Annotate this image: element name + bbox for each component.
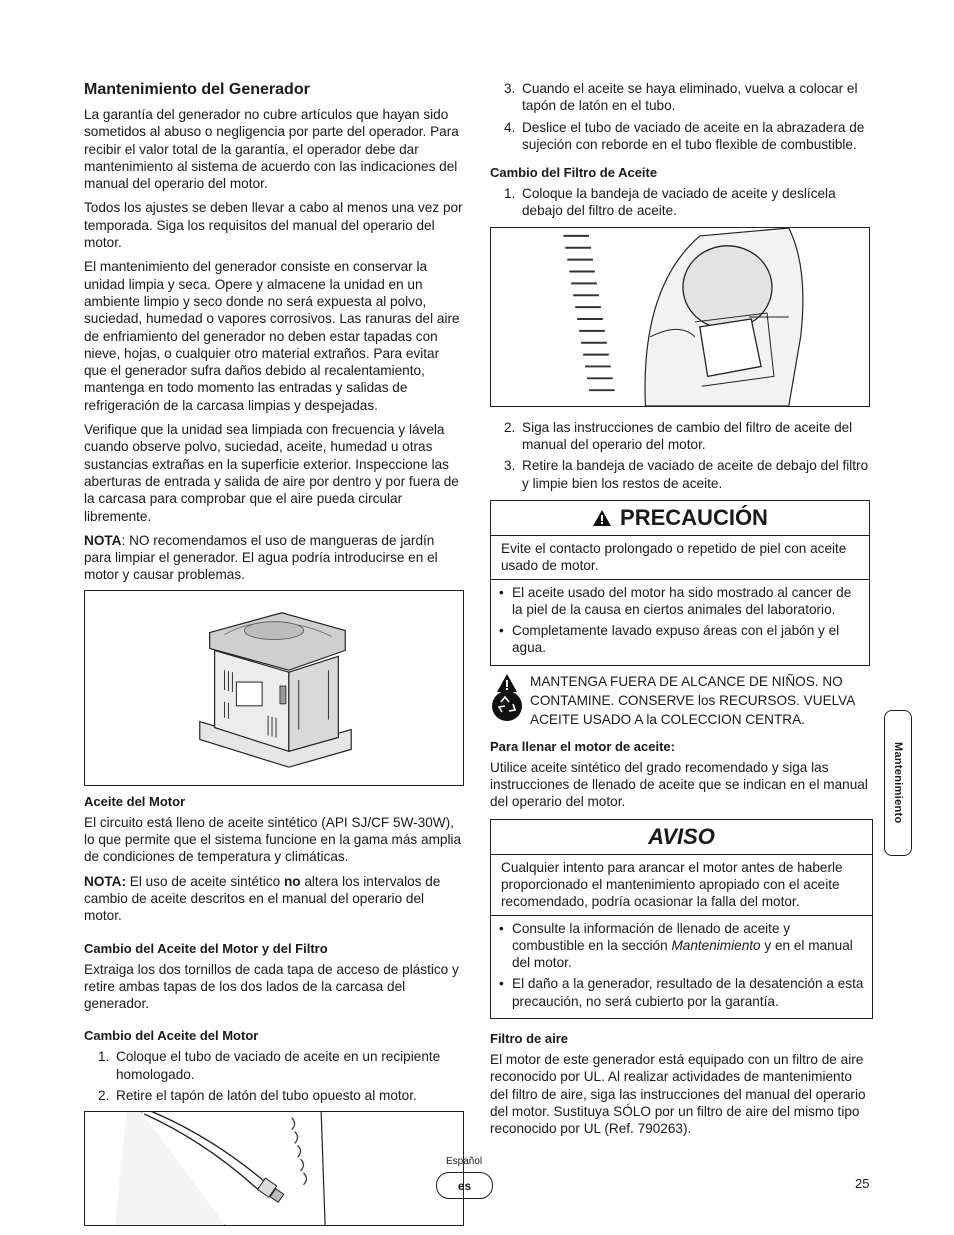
filter-step-1 xyxy=(490,185,873,220)
step-text: Cuando el aceite se haya eliminado, vuelva a colocar el tapón de latón en el tubo. xyxy=(522,81,858,114)
list-item: • Completamente lavado expuso áreas con el jabón y el agua. xyxy=(499,623,840,656)
drain-tube-drawing xyxy=(85,1112,463,1225)
notice-body: Cualquier intento para arancar el motor antes de haberle proporcionado el mantenimiento apropiado con el aceite recomendado, podría ocasionar la falla del motor. xyxy=(491,855,872,916)
note-label: NOTA xyxy=(84,532,122,548)
step-number: 4. xyxy=(504,119,516,135)
oil-change-steps xyxy=(84,1048,464,1104)
generator-illustration xyxy=(84,590,464,786)
note-text: : NO recomendamos el uso de mangueras de jardín para limpiar el generador. El agua podría introducirse en el motor y causar problemas. xyxy=(84,532,438,583)
section-tab-label: Mantenimiento xyxy=(892,742,904,824)
list-item xyxy=(490,80,873,115)
caution-body: Evite el contacto prolongado o repetido de piel con aceite usado de motor. xyxy=(491,536,869,580)
caution-title: PRECAUCIÓN xyxy=(620,504,768,530)
bullet-text: El daño a la generador, resultado de la desatención a esta precaución, no será cubierto por la garantía. xyxy=(512,976,864,1009)
step-number: 1. xyxy=(98,1049,110,1065)
oil-change-heading: Cambio del Aceite del Motor xyxy=(84,1028,259,1044)
warning-triangle-icon xyxy=(592,509,612,527)
filter-steps xyxy=(490,419,873,492)
oil-change-steps-continued xyxy=(490,80,873,153)
oil-filter-drawing xyxy=(491,228,869,406)
list-item xyxy=(84,1048,464,1083)
adjustments-paragraph: Todos los ajustes se deben llevar a cabo al menos una vez por temporada. Siga los requisitos del manual del operario del motor. xyxy=(84,200,463,251)
recycle-line: CONTAMINE. CONSERVE los RECURSOS. VUELVA xyxy=(530,692,856,708)
step-text: Retire la bandeja de vaciado de aceite de debajo del filtro y limpie bien los restos de aceite. xyxy=(522,458,869,491)
footer-language: Español xyxy=(446,1156,483,1167)
list-item xyxy=(490,457,873,492)
list-item xyxy=(490,419,873,454)
step-number: 3. xyxy=(504,81,516,96)
fill-oil-heading: Para llenar el motor de aceite: xyxy=(490,738,675,754)
bullet-text: Consulte la información de llenado de aceite y combustible en la sección xyxy=(512,920,791,953)
synthetic-note xyxy=(84,873,464,925)
list-item: • Consulte la información de llenado de aceite y combustible en la sección Mantenimiento y en el manual del motor. xyxy=(499,920,853,971)
recycle-line: MANTENGA FUERA DE ALCANCE DE NIÑOS. NO xyxy=(530,673,843,689)
recycle-notice xyxy=(490,672,873,729)
warranty-paragraph: La garantía del generador no cubre artículos que hayan sido sometidos al abuso o negligencia por parte del operador. Para recibir el valor total de la garantía, el operador debe dar mantenimiento al sistema de acuerdo con las indicaciones del manual del operario del motor. xyxy=(84,107,459,192)
maintenance-paragraph: El mantenimiento del generador consiste en conservar la unidad limpia y seca. Opere y almacene la unidad en un ambiente limpio y seco donde no será expuesta al polvo, suciedad, humedad o vapores corrosivos. Las ranuras del aire de enfriamiento del generador no deben estar tapadas con nieve, hojas, o cualquier otro material extraños. Para evitar que el generador sufra daños debido al recalentamiento, mantenga en todo momento las entradas y salidas de refrigeración de la carcasa limpias y despejadas. xyxy=(84,259,460,413)
list-item: • El daño a la generador, resultado de la desatención a esta precaución, no será cubierto por la garantía. xyxy=(499,976,864,1009)
step-text: Retire el tapón de latón del tubo opuesto al motor. xyxy=(116,1087,417,1103)
drain-tube-illustration xyxy=(84,1111,464,1226)
notice-box xyxy=(490,819,873,1019)
oil-heading: Aceite del Motor xyxy=(84,793,186,809)
recycle-line: ACEITE USADO A la COLECCION CENTRA. xyxy=(530,711,805,727)
air-filter-heading: Filtro de aire xyxy=(490,1031,569,1047)
notice-title: AVISO xyxy=(491,820,872,855)
recycle-icon xyxy=(490,672,524,729)
note2-pre: El uso de aceite sintético xyxy=(126,873,284,889)
caution-header xyxy=(491,501,869,536)
access-covers-paragraph: Extraiga los dos tornillos de cada tapa de acceso de plástico y retire ambas tapas de los dos lados de la carcasa del generador. xyxy=(84,961,459,1012)
note2-post: altera los intervalos de cambio de aceite descritos en el manual del operario del motor. xyxy=(84,873,441,924)
step-text: Siga las instrucciones de cambio del filtro de aceite del manual del operario del motor. xyxy=(522,419,853,453)
note-hose-paragraph xyxy=(84,532,464,584)
left-column xyxy=(84,80,464,1226)
note2-label: NOTA: xyxy=(84,873,127,889)
recycle-text xyxy=(530,672,855,729)
generator-drawing xyxy=(85,591,463,785)
bullet-italic: Mantenimiento xyxy=(671,937,761,953)
right-column xyxy=(490,80,873,1145)
caution-box xyxy=(490,500,870,666)
step-text: Coloque el tubo de vaciado de aceite en un recipiente homologado. xyxy=(116,1049,441,1082)
bullet-text: Completamente lavado expuso áreas con el jabón y el agua. xyxy=(512,623,840,656)
step-number: 3. xyxy=(504,458,516,474)
bullet-text: y en el manual del motor. xyxy=(512,937,853,971)
step-number: 2. xyxy=(98,1087,110,1103)
language-code-badge: es xyxy=(436,1172,493,1199)
cleaning-paragraph: Verifique que la unidad sea limpiada con frecuencia y lávela cuando observe polvo, suciedad, aceite, humedad u otras sustancias extrañas en la superficie exterior. Inspeccione las aberturas de entrada y salida de aire por dentro y por fuera de la carcasa para comprobar que el aire pueda circular libremente. xyxy=(84,422,459,524)
step-text: Coloque la bandeja de vaciado de aceite y deslícela debajo del filtro de aceite. xyxy=(522,186,836,219)
oil-filter-illustration xyxy=(490,227,870,407)
step-text: Deslice el tubo de vaciado de aceite en la abrazadera de sujeción con reborde en el tubo flexible de combustible. xyxy=(522,119,865,152)
oil-filter-heading: Cambio del Filtro de Aceite xyxy=(490,165,658,181)
step-number: 2. xyxy=(504,419,516,435)
list-item: • El aceite usado del motor ha sido mostrado al cancer de la piel de la causa en ciertos animales del laboratorio. xyxy=(499,584,852,617)
air-filter-paragraph: El motor de este generador está equipado con un filtro de aire reconocido por UL. Al realizar actividades de mantenimiento del filtro de aire, siga las instrucciones del manual del operario del motor. Sustituya SÓLO por un filtro de aire del mismo tipo reconocido por UL (Ref. 790263). xyxy=(490,1052,866,1137)
oil-paragraph: El circuito está lleno de aceite sintético (API SJ/CF 5W-30W), lo que permite que el sistema funcione en la gama más amplia de condiciones de temperatura y climáticas. xyxy=(84,814,462,865)
page-number: 25 xyxy=(855,1176,870,1191)
oil-filter-change-heading: Cambio del Aceite del Motor y del Filtro xyxy=(84,940,328,956)
step-number: 1. xyxy=(504,186,516,202)
caution-bullets xyxy=(491,580,869,665)
bullet-text: El aceite usado del motor ha sido mostrado al cancer de la piel de la causa en ciertos animales del laboratorio. xyxy=(512,584,852,617)
list-item xyxy=(490,119,873,154)
section-title: Mantenimiento del Generador xyxy=(84,81,310,98)
note2-bold: no xyxy=(283,873,301,889)
fill-oil-paragraph: Utilice aceite sintético del grado recomendado y siga las instrucciones de llenado de aceite que se indican en el manual del operario del motor. xyxy=(490,759,868,810)
list-item xyxy=(84,1087,464,1104)
notice-bullets xyxy=(491,916,872,1018)
section-tab xyxy=(884,710,912,856)
list-item xyxy=(490,185,873,220)
